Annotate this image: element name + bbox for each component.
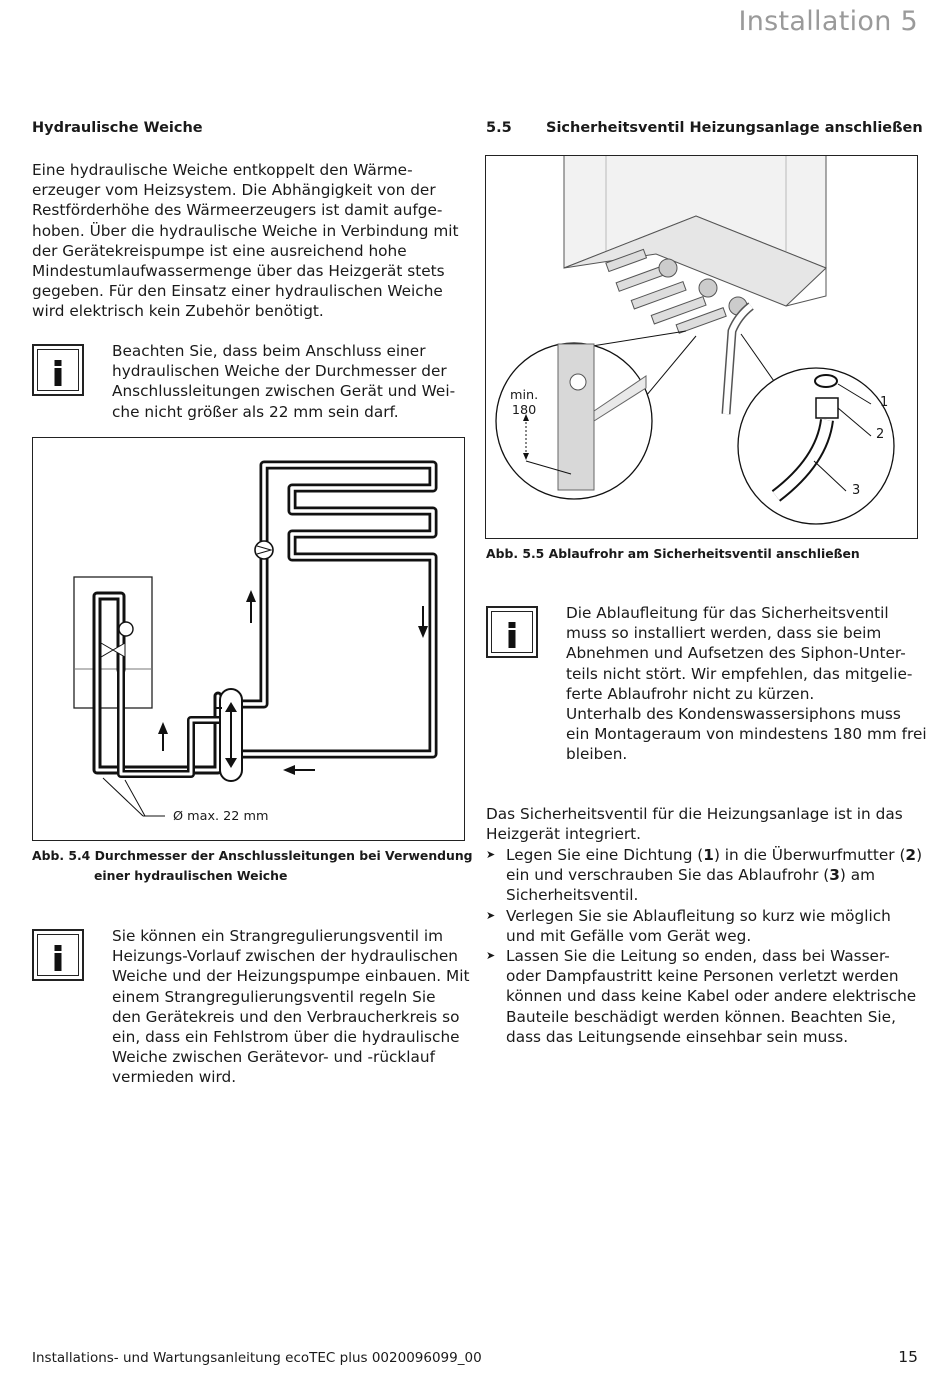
intro-paragraph (32, 160, 459, 322)
min-label (510, 388, 538, 418)
text-line: hydraulischen Weiche der Durchmesser der (112, 362, 447, 381)
list-item (486, 845, 922, 906)
arrow-bullet-icon: ➤ (486, 949, 496, 963)
text-line: Unterhalb des Kondenswassersiphons muss (566, 705, 901, 724)
section-title: Installation 5 (738, 6, 918, 37)
drain-pipe-illustration (486, 156, 917, 538)
figure-caption-5-5: Abb. 5.5 Ablaufrohr am Sicherheitsventil anschließen (486, 546, 860, 561)
text-line: Abnehmen und Aufsetzen des Siphon-Unter- (566, 644, 906, 663)
text-line: Das Sicherheitsventil für die Heizungsanlage ist in das (486, 805, 903, 823)
text-line: ferte Ablaufrohr nicht zu kürzen. (566, 684, 815, 703)
text-line: Beachten Sie, dass beim Anschluss einer (112, 342, 426, 360)
note-diameter (112, 341, 455, 422)
text-line: der Gerätekreispumpe ist eine ausreichend hohe (32, 241, 407, 260)
text-line: hoben. Über die hydraulische Weiche in Verbindung mit (32, 221, 459, 240)
text-line: einem Strangregulierungsventil regeln Sie (112, 987, 436, 1006)
text-line: muss so installiert werden, dass sie beim (566, 624, 882, 643)
text-line: Sie können ein Strangregulierungsventil im (112, 927, 443, 945)
text-line: gegeben. Für den Einsatz einer hydraulischen Weiche (32, 282, 443, 301)
note-drain-line (566, 603, 927, 765)
text-line: den Gerätekreis und den Verbraucherkreis so (112, 1007, 460, 1026)
hydraulic-diagram-svg (33, 438, 464, 840)
text-line: Lassen Sie die Leitung so enden, dass bei Wasser- (506, 947, 890, 966)
text-line: Weiche zwischen Gerätevor- und -rücklauf (112, 1048, 435, 1067)
text-line: bleiben. (566, 745, 628, 764)
text-line: ein, dass ein Fehlstrom über die hydraulische (112, 1028, 460, 1047)
text-line: wird elektrisch kein Zubehör benötigt. (32, 302, 324, 321)
list-item (486, 946, 922, 1047)
text-line: Legen Sie eine Dichtung (1) in die Überwurfmutter (2) (506, 846, 923, 864)
text-line: Die Ablaufleitung für das Sicherheitsventil (566, 604, 889, 622)
text-line: Eine hydraulische Weiche entkoppelt den Wärme- (32, 161, 413, 179)
text-line: dass das Leitungsende einsehbar sein muss. (506, 1027, 849, 1046)
callout-2: 2 (876, 427, 885, 442)
text-line: Verlegen Sie sie Ablaufleitung so kurz wie möglich (506, 906, 891, 925)
info-icon (32, 929, 84, 981)
instruction-list (486, 845, 922, 1047)
text-line: vermieden wird. (112, 1068, 237, 1087)
caption-line: einer hydraulischen Weiche (94, 868, 288, 883)
footer-document-title: Installations- und Wartungsanleitung ecoTEC plus 0020096099_00 (32, 1350, 482, 1366)
text-line: teils nicht stört. Wir empfehlen, das mitgelie- (566, 664, 913, 683)
section-number: 5.5 (486, 120, 512, 136)
info-icon (486, 606, 538, 658)
text-line: Anschlussleitungen zwischen Gerät und Wei- (112, 382, 456, 401)
callout-3: 3 (852, 483, 861, 498)
text-line: oder Dampfaustritt keine Personen verletzt werden (506, 967, 899, 986)
text-line: erzeuger vom Heizsystem. Die Abhängigkeit von der (32, 181, 436, 200)
page-number: 15 (898, 1348, 918, 1366)
min-label-line: min. (510, 388, 539, 403)
body-paragraph (486, 804, 903, 844)
list-item (486, 906, 922, 946)
text-line: Restförderhöhe des Wärmeerzeugers ist damit aufge- (32, 201, 443, 220)
text-line: Weiche und der Heizungspumpe einbauen. Mit (112, 967, 470, 986)
text-line: Heizungs-Vorlauf zwischen der hydraulischen (112, 947, 458, 966)
text-line: ein und verschrauben Sie das Ablaufrohr (3) am (506, 866, 875, 885)
text-line: Bauteile beschädigt werden können. Beachten Sie, (506, 1007, 896, 1026)
arrow-bullet-icon: ➤ (486, 908, 496, 922)
text-line: Sicherheitsventil. (506, 886, 639, 905)
text-line: und mit Gefälle vom Gerät weg. (506, 926, 752, 945)
arrow-bullet-icon: ➤ (486, 848, 496, 861)
text-line: können und dass keine Kabel oder andere elektrische (506, 987, 917, 1006)
text-line: che nicht größer als 22 mm sein darf. (112, 402, 399, 421)
note-regulating-valve (112, 926, 469, 1088)
diameter-label: Ø max. 22 mm (173, 809, 269, 824)
min-label-line: 180 (511, 403, 537, 418)
figure-caption-5-4 (32, 846, 473, 886)
section-heading: Sicherheitsventil Heizungsanlage anschließen (546, 120, 923, 136)
figure-hydraulic-diagram (32, 437, 465, 841)
info-icon (32, 344, 84, 396)
text-line: Mindestumlaufwassermenge über das Heizgerät stets (32, 262, 445, 281)
text-line: Heizgerät integriert. (486, 825, 642, 844)
heading-hydraulic-separator: Hydraulische Weiche (32, 120, 203, 136)
figure-drain-pipe (485, 155, 918, 539)
callout-1: 1 (880, 395, 889, 410)
text-line: ein Montageraum von mindestens 180 mm frei (566, 725, 927, 744)
caption-line: Abb. 5.4 Durchmesser der Anschlussleitungen bei Verwendung (32, 848, 473, 863)
